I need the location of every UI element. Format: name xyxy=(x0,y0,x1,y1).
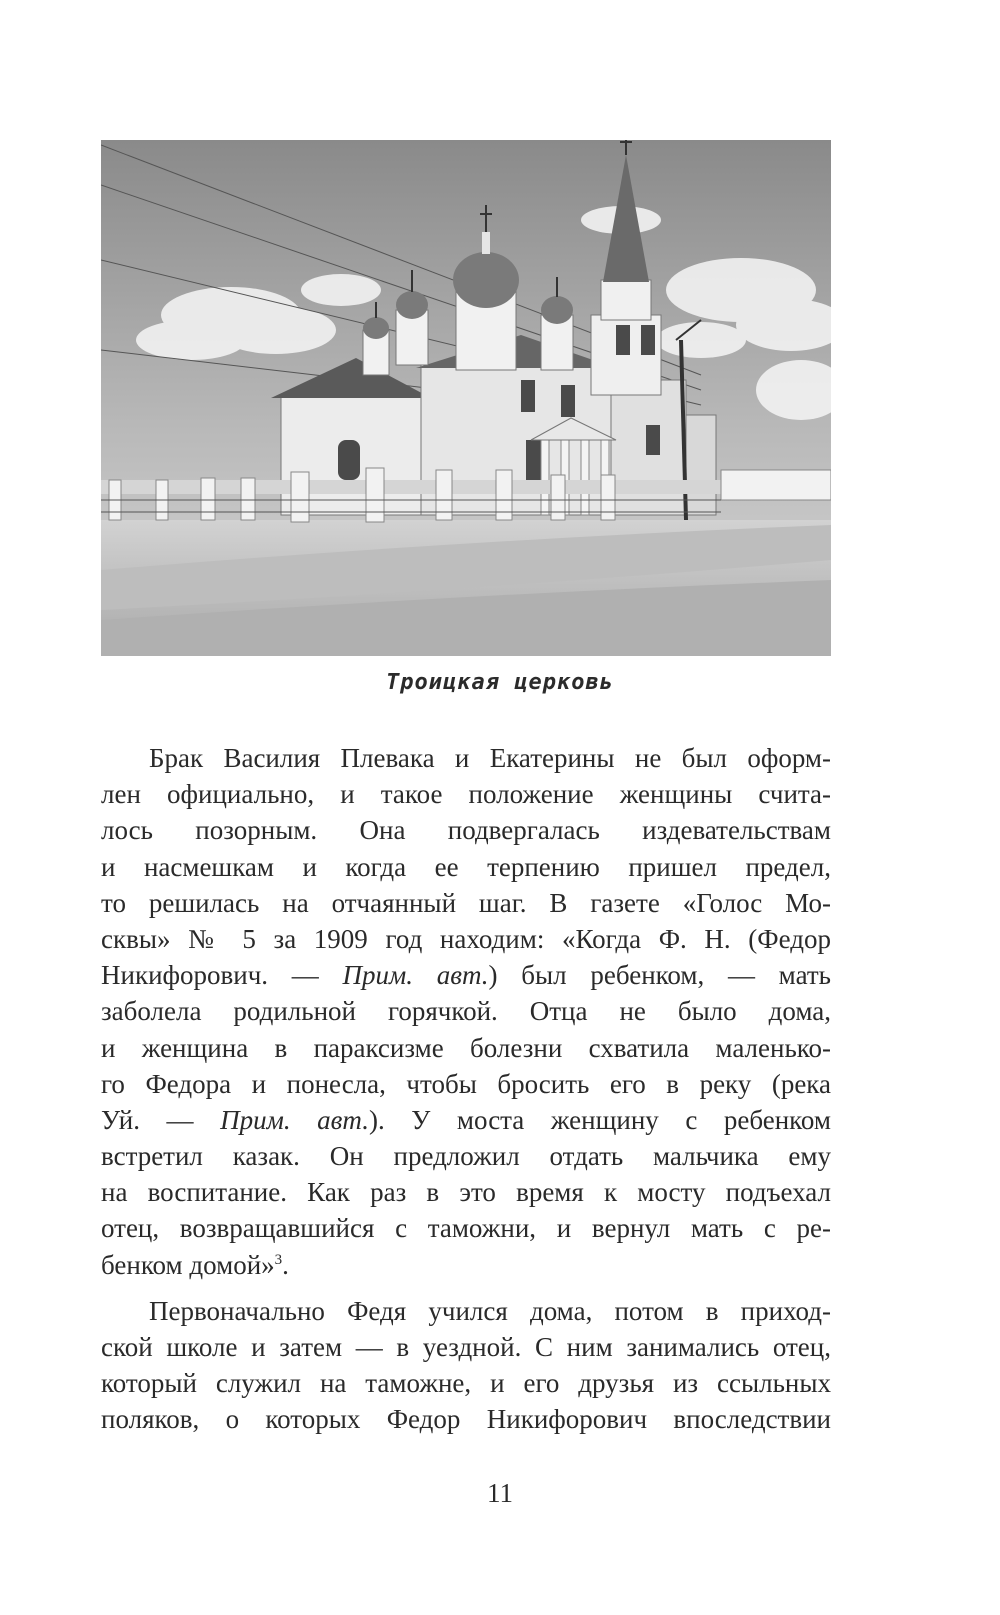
text-segment: . xyxy=(282,1249,289,1280)
author-note: Прим. авт. xyxy=(220,1104,369,1135)
church-photo-illustration xyxy=(101,140,831,656)
text-line: встретил казак. Он предложил отдать мальчика ему xyxy=(101,1141,831,1172)
body-text xyxy=(101,740,831,1438)
footnote-reference[interactable]: 3 xyxy=(274,1251,283,1268)
text-line: ской школе и затем — в уездной. С ним занимались отец, xyxy=(101,1332,831,1362)
figure-caption: Троицкая церковь xyxy=(386,670,614,695)
text-line: и женщина в параксизме болезни схватила маленько- xyxy=(101,1032,831,1063)
church-photo xyxy=(101,140,831,656)
text-line: Брак Василия Плевака и Екатерины не был оформ- xyxy=(149,743,831,773)
text-segment: бенком домой» xyxy=(101,1249,275,1280)
text-segment: Никифорович. — xyxy=(101,960,343,991)
text-segment: ) был ребенком, — мать xyxy=(488,960,831,991)
text-line: заболела родильной горячкой. Отца не было дома, xyxy=(101,996,831,1027)
text-line: и насмешкам и когда ее терпению пришел предел, xyxy=(101,851,831,882)
text-line xyxy=(101,1247,831,1283)
text-line: который служил на таможне, и его друзья из ссыльных xyxy=(101,1368,831,1399)
page-number: 11 xyxy=(487,1478,513,1508)
text-line: то решилась на отчаянный шаг. В газете «Голос Мо- xyxy=(101,887,831,918)
author-note: Прим. авт. xyxy=(342,960,489,991)
text-line: поляков, о которых Федор Никифорович впоследствии xyxy=(101,1404,831,1435)
text-line: го Федора и понесла, чтобы бросить его в реку (река xyxy=(101,1068,831,1099)
text-segment: Уй. — xyxy=(101,1104,221,1135)
text-line xyxy=(101,1102,831,1138)
text-line: лось позорным. Она подвергалась издевательствам xyxy=(101,815,831,846)
text-segment: ). У моста женщину с ребенком xyxy=(368,1104,831,1135)
text-line: Первоначально Федя учился дома, потом в приход- xyxy=(149,1295,831,1326)
text-line xyxy=(101,957,831,993)
paragraph-gap xyxy=(101,1283,831,1293)
text-line: отец, возвращавшийся с таможни, и вернул мать с ре- xyxy=(101,1213,831,1244)
text-line: на воспитание. Как раз в это время к мосту подъехал xyxy=(101,1177,831,1208)
text-line: лен официально, и такое положение женщины счита- xyxy=(101,779,831,810)
text-line: сквы» № 5 за 1909 год находим: «Когда Ф. Н. (Федор xyxy=(101,923,831,954)
